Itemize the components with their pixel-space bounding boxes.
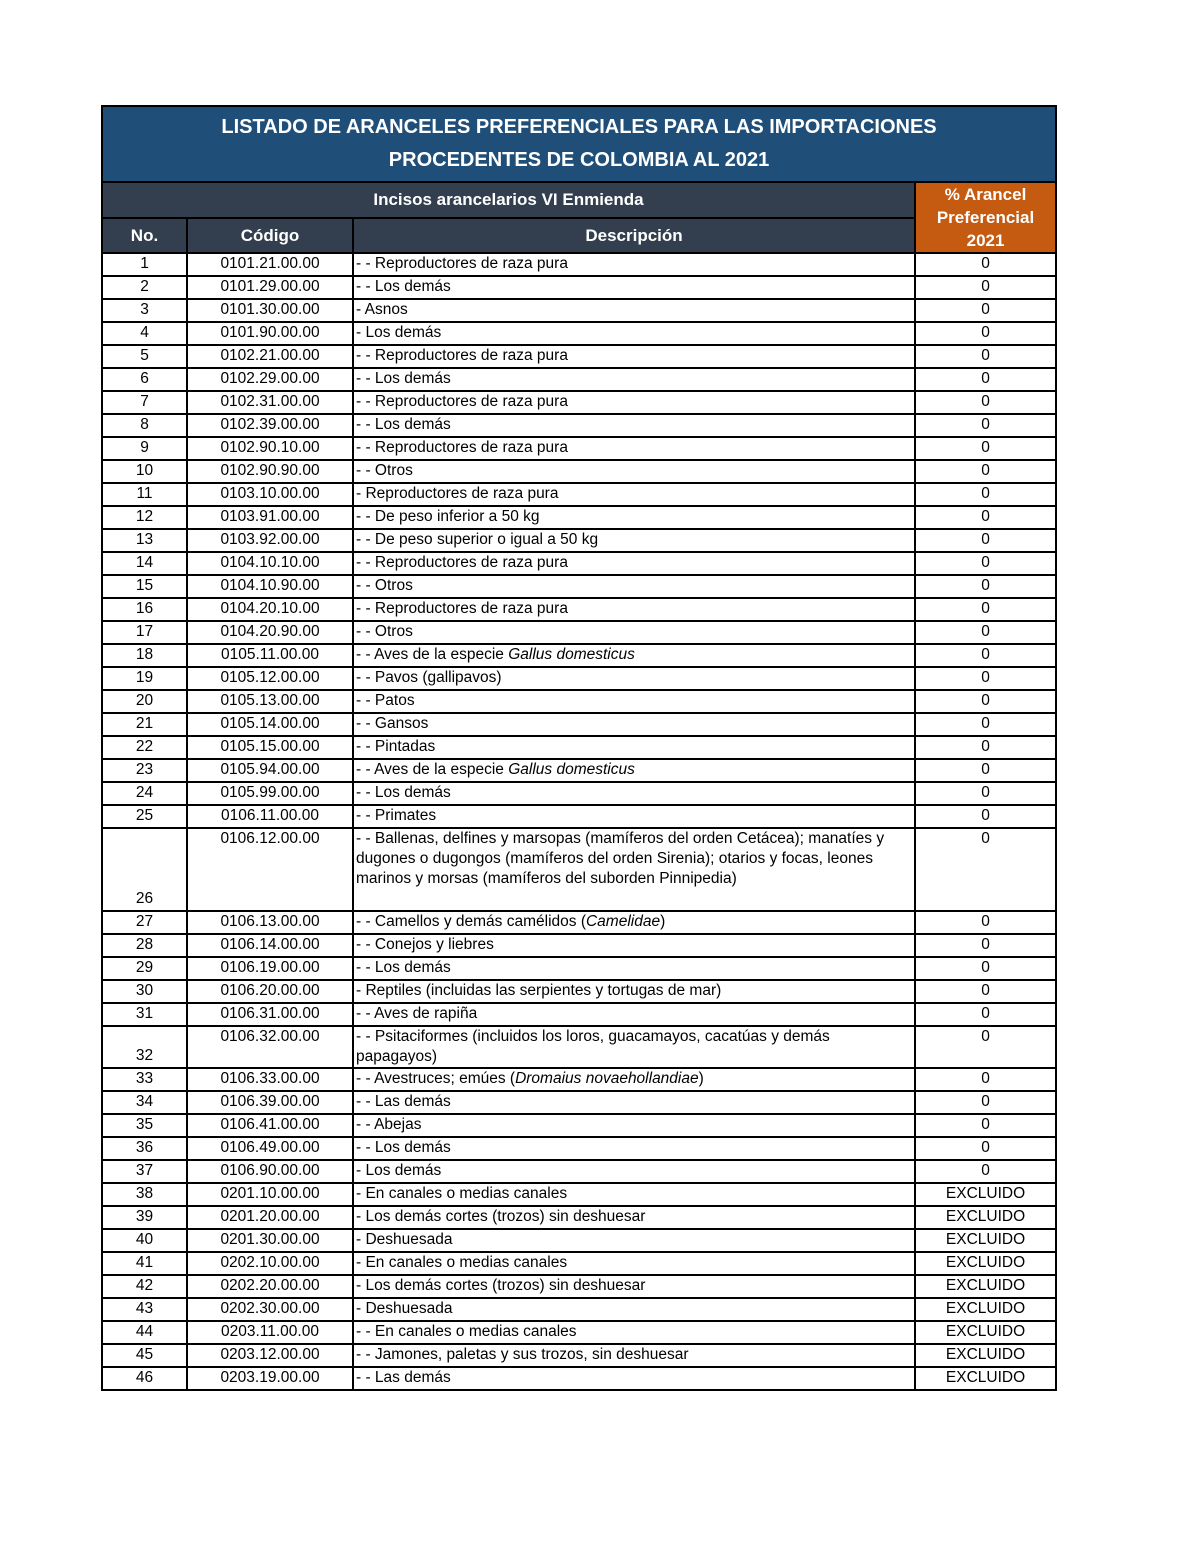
row-number: 37	[102, 1160, 187, 1183]
row-number: 29	[102, 957, 187, 980]
tariff-code: 0103.91.00.00	[187, 506, 353, 529]
table-row	[102, 1114, 1056, 1137]
tariff-code: 0102.90.10.00	[187, 437, 353, 460]
table-row	[102, 1298, 1056, 1321]
description: - - Las demás	[353, 1367, 915, 1390]
row-number: 34	[102, 1091, 187, 1114]
row-number: 23	[102, 759, 187, 782]
tariff-rate: 0	[915, 598, 1056, 621]
group-header: Incisos arancelarios VI Enmienda	[102, 182, 915, 218]
tariff-rate: 0	[915, 437, 1056, 460]
row-number: 31	[102, 1003, 187, 1026]
tariff-code: 0101.21.00.00	[187, 253, 353, 276]
tariff-code: 0104.20.90.00	[187, 621, 353, 644]
description: - - Patos	[353, 690, 915, 713]
tariff-rate: 0	[915, 1068, 1056, 1091]
tariff-rate: EXCLUIDO	[915, 1206, 1056, 1229]
row-number: 45	[102, 1344, 187, 1367]
tariff-rate: EXCLUIDO	[915, 1321, 1056, 1344]
tariff-rate: 0	[915, 552, 1056, 575]
tariff-rate: 0	[915, 621, 1056, 644]
row-number: 25	[102, 805, 187, 828]
tariff-code: 0106.14.00.00	[187, 934, 353, 957]
tariff-code: 0105.14.00.00	[187, 713, 353, 736]
row-number: 42	[102, 1275, 187, 1298]
tariff-code: 0202.10.00.00	[187, 1252, 353, 1275]
table-row	[102, 483, 1056, 506]
table-row	[102, 1160, 1056, 1183]
scientific-name: Dromaius novaehollandiae	[515, 1070, 699, 1087]
tariff-code: 0106.39.00.00	[187, 1091, 353, 1114]
description: - - Reproductores de raza pura	[353, 391, 915, 414]
table-row	[102, 713, 1056, 736]
row-number: 41	[102, 1252, 187, 1275]
tariff-code: 0101.29.00.00	[187, 276, 353, 299]
description: - - Pintadas	[353, 736, 915, 759]
description	[353, 759, 915, 782]
description: - Los demás	[353, 1160, 915, 1183]
tariff-rate: 0	[915, 713, 1056, 736]
table-row	[102, 1137, 1056, 1160]
tariff-rate: 0	[915, 322, 1056, 345]
description: - - Jamones, paletas y sus trozos, sin deshuesar	[353, 1344, 915, 1367]
table-row	[102, 980, 1056, 1003]
tariff-header: % Arancel Preferencial 2021	[915, 182, 1056, 253]
description: - - Abejas	[353, 1114, 915, 1137]
table-row	[102, 276, 1056, 299]
column-header-code: Código	[187, 218, 353, 253]
row-number: 1	[102, 253, 187, 276]
description: - Reproductores de raza pura	[353, 483, 915, 506]
row-number: 3	[102, 299, 187, 322]
tariff-code: 0103.92.00.00	[187, 529, 353, 552]
tariff-rate: 0	[915, 1114, 1056, 1137]
row-number: 21	[102, 713, 187, 736]
tariff-rate: EXCLUIDO	[915, 1252, 1056, 1275]
tariff-code: 0101.90.00.00	[187, 322, 353, 345]
tariff-code: 0106.31.00.00	[187, 1003, 353, 1026]
tariff-rate: EXCLUIDO	[915, 1229, 1056, 1252]
tariff-rate: EXCLUIDO	[915, 1275, 1056, 1298]
table-row	[102, 828, 1056, 911]
description: - - Las demás	[353, 1091, 915, 1114]
tariff-rate: 0	[915, 276, 1056, 299]
table-row	[102, 1252, 1056, 1275]
description: - - Reproductores de raza pura	[353, 437, 915, 460]
tariff-rate: EXCLUIDO	[915, 1298, 1056, 1321]
row-number: 18	[102, 644, 187, 667]
row-number: 43	[102, 1298, 187, 1321]
description: - - Reproductores de raza pura	[353, 345, 915, 368]
row-number: 2	[102, 276, 187, 299]
tariff-rate: 0	[915, 1160, 1056, 1183]
row-number: 46	[102, 1367, 187, 1390]
row-number: 39	[102, 1206, 187, 1229]
description: - - De peso superior o igual a 50 kg	[353, 529, 915, 552]
table-row	[102, 322, 1056, 345]
tariff-rate: 0	[915, 529, 1056, 552]
table-row	[102, 759, 1056, 782]
table-row	[102, 575, 1056, 598]
description: - - Psitaciformes (incluidos los loros, guacamayos, cacatúas y demás papagayos)	[353, 1026, 915, 1068]
table-row	[102, 414, 1056, 437]
table-row	[102, 1206, 1056, 1229]
description-suffix: )	[660, 913, 666, 930]
description: - Los demás cortes (trozos) sin deshuesar	[353, 1206, 915, 1229]
table-row	[102, 1367, 1056, 1390]
row-number: 8	[102, 414, 187, 437]
table-row	[102, 1068, 1056, 1091]
table-row	[102, 368, 1056, 391]
tariff-rate: 0	[915, 414, 1056, 437]
tariff-code: 0106.32.00.00	[187, 1026, 353, 1068]
description-text: - - Aves de la especie	[356, 646, 509, 663]
description: - Deshuesada	[353, 1298, 915, 1321]
tariff-rate: 0	[915, 667, 1056, 690]
description: - - Los demás	[353, 782, 915, 805]
tariff-code: 0106.20.00.00	[187, 980, 353, 1003]
tariff-rate: 0	[915, 911, 1056, 934]
description-text: - - Avestruces; emúes (	[356, 1070, 516, 1087]
column-header-description: Descripción	[353, 218, 915, 253]
description: - Los demás cortes (trozos) sin deshuesar	[353, 1275, 915, 1298]
tariff-code: 0202.30.00.00	[187, 1298, 353, 1321]
tariff-rate: 0	[915, 345, 1056, 368]
table-row	[102, 345, 1056, 368]
row-number: 6	[102, 368, 187, 391]
tariff-code: 0105.13.00.00	[187, 690, 353, 713]
description: - - Los demás	[353, 957, 915, 980]
scientific-name: Gallus domesticus	[508, 646, 635, 663]
tariff-rate: EXCLUIDO	[915, 1367, 1056, 1390]
table-row	[102, 736, 1056, 759]
tariff-rate: 0	[915, 506, 1056, 529]
row-number: 28	[102, 934, 187, 957]
table-row	[102, 1091, 1056, 1114]
table-row	[102, 1229, 1056, 1252]
tariff-code: 0105.15.00.00	[187, 736, 353, 759]
row-number: 5	[102, 345, 187, 368]
table-row	[102, 460, 1056, 483]
description: - - En canales o medias canales	[353, 1321, 915, 1344]
tariff-rate: 0	[915, 736, 1056, 759]
tariff-table	[101, 105, 1057, 1391]
row-number: 15	[102, 575, 187, 598]
row-number: 11	[102, 483, 187, 506]
description: - - Otros	[353, 575, 915, 598]
tariff-rate: EXCLUIDO	[915, 1344, 1056, 1367]
tariff-rate: 0	[915, 690, 1056, 713]
table-row	[102, 253, 1056, 276]
table-row	[102, 911, 1056, 934]
tariff-rate: 0	[915, 759, 1056, 782]
tariff-code: 0102.31.00.00	[187, 391, 353, 414]
description: - - Los demás	[353, 368, 915, 391]
table-row	[102, 1183, 1056, 1206]
description: - En canales o medias canales	[353, 1183, 915, 1206]
tariff-rate: 0	[915, 805, 1056, 828]
row-number: 32	[102, 1026, 187, 1068]
row-number: 36	[102, 1137, 187, 1160]
description-text: - - Camellos y demás camélidos (	[356, 913, 586, 930]
tariff-code: 0106.19.00.00	[187, 957, 353, 980]
description: - - Primates	[353, 805, 915, 828]
tariff-code: 0101.30.00.00	[187, 299, 353, 322]
tariff-rate: 0	[915, 980, 1056, 1003]
tariff-code: 0105.12.00.00	[187, 667, 353, 690]
table-row	[102, 805, 1056, 828]
description: - - Otros	[353, 460, 915, 483]
description: - - Conejos y liebres	[353, 934, 915, 957]
tariff-code: 0104.20.10.00	[187, 598, 353, 621]
table-row	[102, 934, 1056, 957]
row-number: 27	[102, 911, 187, 934]
tariff-rate: 0	[915, 1003, 1056, 1026]
table-row	[102, 529, 1056, 552]
tariff-rate: 0	[915, 391, 1056, 414]
table-row	[102, 299, 1056, 322]
table-row	[102, 1321, 1056, 1344]
row-number: 24	[102, 782, 187, 805]
row-number: 17	[102, 621, 187, 644]
scientific-name: Camelidae	[585, 913, 661, 930]
row-number: 12	[102, 506, 187, 529]
tariff-code: 0105.99.00.00	[187, 782, 353, 805]
tariff-rate: 0	[915, 253, 1056, 276]
table-row	[102, 552, 1056, 575]
table-row	[102, 391, 1056, 414]
row-number: 30	[102, 980, 187, 1003]
table-row	[102, 957, 1056, 980]
description: - - Reproductores de raza pura	[353, 552, 915, 575]
description: - Deshuesada	[353, 1229, 915, 1252]
tariff-rate: 0	[915, 782, 1056, 805]
row-number: 9	[102, 437, 187, 460]
description: - - Los demás	[353, 276, 915, 299]
tariff-code: 0202.20.00.00	[187, 1275, 353, 1298]
description: - - De peso inferior a 50 kg	[353, 506, 915, 529]
table-row	[102, 644, 1056, 667]
tariff-code: 0102.90.90.00	[187, 460, 353, 483]
tariff-code: 0203.12.00.00	[187, 1344, 353, 1367]
row-number: 22	[102, 736, 187, 759]
description: - - Aves de rapiña	[353, 1003, 915, 1026]
tariff-code: 0106.33.00.00	[187, 1068, 353, 1091]
description: - Asnos	[353, 299, 915, 322]
description	[353, 1068, 915, 1091]
tariff-rate: 0	[915, 368, 1056, 391]
description-text: - - Aves de la especie	[356, 761, 509, 778]
description: - Los demás	[353, 322, 915, 345]
tariff-code: 0106.13.00.00	[187, 911, 353, 934]
table-row	[102, 437, 1056, 460]
tariff-code: 0106.12.00.00	[187, 828, 353, 911]
tariff-code: 0105.11.00.00	[187, 644, 353, 667]
description: - - Los demás	[353, 414, 915, 437]
tariff-rate: 0	[915, 1026, 1056, 1068]
description: - - Otros	[353, 621, 915, 644]
row-number: 40	[102, 1229, 187, 1252]
description: - En canales o medias canales	[353, 1252, 915, 1275]
tariff-code: 0201.20.00.00	[187, 1206, 353, 1229]
table-row	[102, 1275, 1056, 1298]
tariff-rate: 0	[915, 575, 1056, 598]
tariff-code: 0104.10.10.00	[187, 552, 353, 575]
tariff-code: 0203.11.00.00	[187, 1321, 353, 1344]
description	[353, 644, 915, 667]
row-number: 4	[102, 322, 187, 345]
table-row	[102, 621, 1056, 644]
description: - - Reproductores de raza pura	[353, 598, 915, 621]
description: - - Pavos (gallipavos)	[353, 667, 915, 690]
tariff-rate: 0	[915, 934, 1056, 957]
table-row	[102, 782, 1056, 805]
tariff-rate: 0	[915, 1091, 1056, 1114]
tariff-rate: 0	[915, 299, 1056, 322]
tariff-rate: 0	[915, 460, 1056, 483]
row-number: 14	[102, 552, 187, 575]
description-suffix: )	[698, 1070, 704, 1087]
description: - - Reproductores de raza pura	[353, 253, 915, 276]
row-number: 13	[102, 529, 187, 552]
tariff-code: 0106.90.00.00	[187, 1160, 353, 1183]
tariff-rate: 0	[915, 828, 1056, 911]
table-body	[102, 253, 1056, 1390]
tariff-code: 0102.29.00.00	[187, 368, 353, 391]
row-number: 38	[102, 1183, 187, 1206]
row-number: 35	[102, 1114, 187, 1137]
tariff-code: 0201.30.00.00	[187, 1229, 353, 1252]
row-number: 20	[102, 690, 187, 713]
description: - Reptiles (incluidas las serpientes y tortugas de mar)	[353, 980, 915, 1003]
table-row	[102, 667, 1056, 690]
document-title: LISTADO DE ARANCELES PREFERENCIALES PARA LAS IMPORTACIONES PROCEDENTES DE COLOMBIA AL 2021	[102, 106, 1056, 182]
tariff-code: 0105.94.00.00	[187, 759, 353, 782]
row-number: 33	[102, 1068, 187, 1091]
tariff-code: 0103.10.00.00	[187, 483, 353, 506]
table-row	[102, 690, 1056, 713]
description: - - Ballenas, delfines y marsopas (mamíferos del orden Cetácea); manatíes y dugones o dugongos (mamíferos del orden Sirenia); otarios y focas, leones marinos y morsas (mamíferos del suborden Pinnipedia)	[353, 828, 915, 911]
tariff-code: 0102.21.00.00	[187, 345, 353, 368]
tariff-rate: EXCLUIDO	[915, 1183, 1056, 1206]
tariff-rate: 0	[915, 644, 1056, 667]
tariff-rate: 0	[915, 1137, 1056, 1160]
tariff-code: 0106.49.00.00	[187, 1137, 353, 1160]
tariff-rate: 0	[915, 483, 1056, 506]
table-row	[102, 1344, 1056, 1367]
table-row	[102, 1026, 1056, 1068]
row-number: 19	[102, 667, 187, 690]
description: - - Los demás	[353, 1137, 915, 1160]
table-row	[102, 1003, 1056, 1026]
tariff-rate: 0	[915, 957, 1056, 980]
row-number: 44	[102, 1321, 187, 1344]
description: - - Gansos	[353, 713, 915, 736]
row-number: 26	[102, 828, 187, 911]
table-row	[102, 506, 1056, 529]
tariff-code: 0104.10.90.00	[187, 575, 353, 598]
tariff-code: 0102.39.00.00	[187, 414, 353, 437]
scientific-name: Gallus domesticus	[508, 761, 635, 778]
tariff-code: 0203.19.00.00	[187, 1367, 353, 1390]
row-number: 7	[102, 391, 187, 414]
tariff-code: 0106.41.00.00	[187, 1114, 353, 1137]
description	[353, 911, 915, 934]
table-row	[102, 598, 1056, 621]
row-number: 10	[102, 460, 187, 483]
tariff-code: 0106.11.00.00	[187, 805, 353, 828]
tariff-code: 0201.10.00.00	[187, 1183, 353, 1206]
row-number: 16	[102, 598, 187, 621]
column-header-no: No.	[102, 218, 187, 253]
